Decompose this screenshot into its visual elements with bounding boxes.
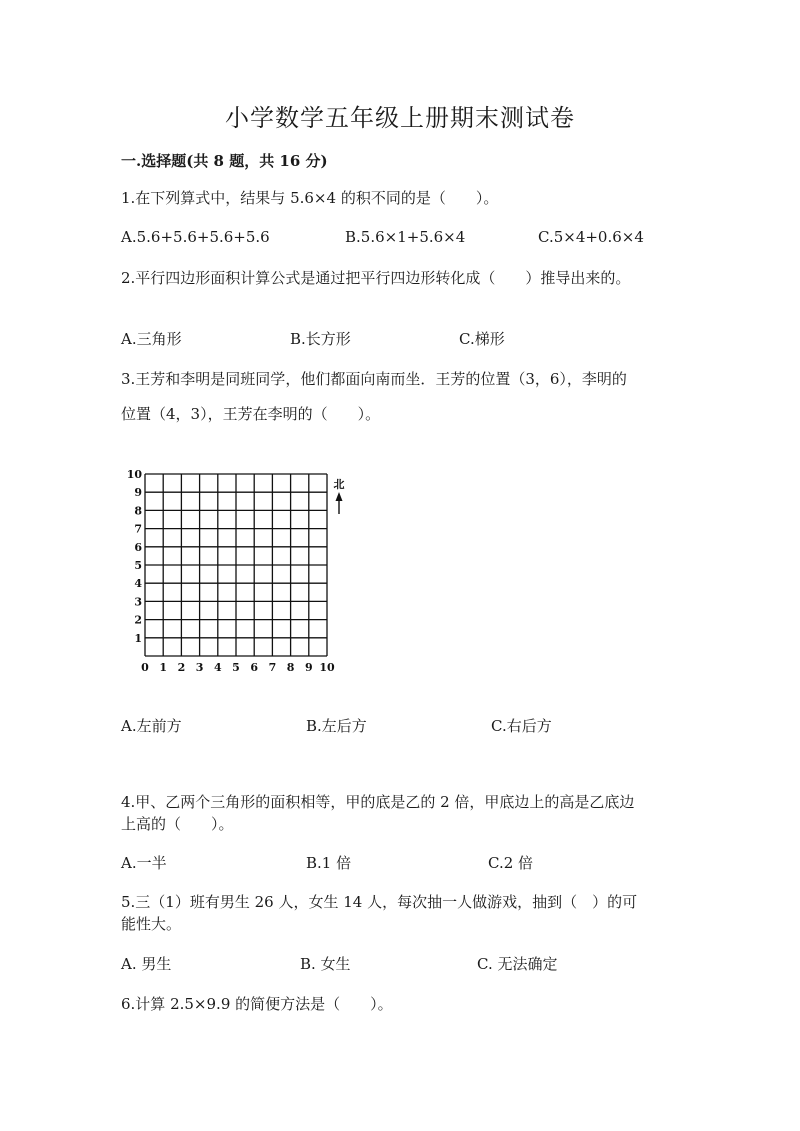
north-label: 北	[333, 478, 345, 491]
grid-x-label: 8	[286, 661, 295, 674]
question-4-text-line-2: 上高的（ ）。	[121, 815, 234, 833]
question-1-text: 1.在下列算式中，结果与 5.6×4 的积不同的是（ ）。	[121, 189, 499, 207]
question-5-option-b[interactable]: B. 女生	[300, 955, 351, 973]
grid-y-label: 6	[134, 540, 142, 554]
grid-y-label: 3	[134, 595, 142, 609]
question-2-option-b[interactable]: B.长方形	[290, 330, 351, 348]
grid-y-label: 8	[134, 504, 142, 518]
question-3-text-line-1: 3.王芳和李明是同班同学，他们都面向南而坐．王芳的位置（3，6），李明的	[121, 370, 627, 388]
grid-y-label: 10	[126, 468, 142, 481]
grid-x-label: 3	[195, 661, 204, 674]
question-1-option-a[interactable]: A.5.6+5.6+5.6+5.6	[121, 228, 270, 246]
question-1-option-c[interactable]: C.5×4+0.6×4	[538, 228, 644, 246]
grid-x-label: 0	[141, 661, 149, 674]
grid-y-label: 7	[134, 522, 142, 536]
question-4-option-b[interactable]: B.1 倍	[306, 854, 352, 872]
question-3-option-c[interactable]: C.右后方	[491, 717, 552, 735]
question-2-text: 2.平行四边形面积计算公式是通过把平行四边形转化成（ ）推导出来的。	[121, 269, 631, 287]
grid-x-label: 2	[177, 661, 186, 674]
grid-x-label: 10	[319, 661, 335, 674]
grid-x-label: 1	[159, 661, 168, 674]
grid-x-label: 7	[268, 661, 277, 674]
question-5-option-a[interactable]: A. 男生	[121, 955, 172, 973]
question-4-text-line-1: 4.甲、乙两个三角形的面积相等，甲的底是乙的 2 倍，甲底边上的高是乙底边	[121, 793, 635, 811]
grid-y-label: 9	[134, 486, 142, 500]
question-5-text-line-2: 能性大。	[121, 915, 182, 933]
section-heading: 一.选择题(共 8 题，共 16 分)	[121, 152, 328, 170]
question-6-text: 6.计算 2.5×9.9 的简便方法是（ ）。	[121, 995, 393, 1013]
grid-x-label: 6	[250, 661, 259, 674]
question-1-option-b[interactable]: B.5.6×1+5.6×4	[345, 228, 466, 246]
grid-y-label: 4	[134, 577, 142, 591]
question-4-option-a[interactable]: A.一半	[121, 854, 167, 872]
question-5-text-line-1: 5.三（1）班有男生 26 人，女生 14 人，每次抽一人做游戏，抽到（ ）的可	[121, 893, 638, 911]
grid-y-label: 1	[134, 631, 142, 645]
north-arrow-icon	[336, 492, 343, 501]
question-3-option-b[interactable]: B.左后方	[306, 717, 367, 735]
grid-y-label: 5	[134, 559, 142, 572]
grid-x-label: 9	[304, 661, 313, 674]
grid-y-label: 2	[134, 613, 142, 627]
grid-x-label: 5	[232, 661, 240, 674]
grid-x-label: 4	[213, 661, 222, 674]
question-2-option-a[interactable]: A.三角形	[121, 330, 182, 348]
coordinate-grid	[124, 466, 384, 680]
coordinate-grid-svg	[124, 466, 384, 676]
page-title: 小学数学五年级上册期末测试卷	[225, 104, 575, 132]
question-3-option-a[interactable]: A.左前方	[121, 717, 182, 735]
question-2-option-c[interactable]: C.梯形	[459, 330, 505, 348]
question-5-option-c[interactable]: C. 无法确定	[477, 955, 558, 973]
question-3-text-line-2: 位置（4，3），王芳在李明的（ ）。	[121, 405, 381, 423]
question-4-option-c[interactable]: C.2 倍	[488, 854, 534, 872]
